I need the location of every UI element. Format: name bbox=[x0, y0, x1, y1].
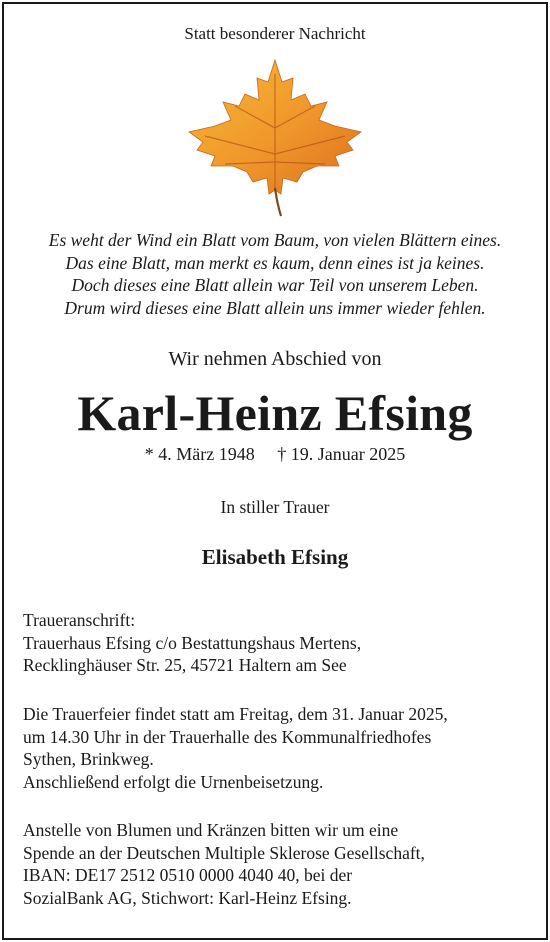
donation-line: Spende an der Deutschen Multiple Sklerose Gesellschaft, bbox=[23, 842, 425, 863]
poem-line: Das eine Blatt, man merkt es kaum, denn eines ist ja keines. bbox=[65, 252, 485, 273]
address-line: Trauerhaus Efsing c/o Bestattungshaus Mertens, bbox=[23, 632, 362, 653]
condolence-address bbox=[23, 609, 533, 677]
ceremony-line: Die Trauerfeier findet statt am Freitag, dem 31. Januar 2025, bbox=[23, 704, 448, 724]
ceremony-info bbox=[23, 703, 533, 793]
donation-line: SozialBank AG, Stichwort: Karl-Heinz Efsing. bbox=[23, 887, 352, 908]
donation-line: IBAN: DE17 2512 0510 0000 4040 40, bei der bbox=[23, 865, 353, 885]
poem bbox=[0, 229, 550, 319]
donation-line: Anstelle von Blumen und Kränzen bitten wir um eine bbox=[23, 820, 399, 840]
ceremony-line: um 14.30 Uhr in der Trauerhalle des Kommunalfriedhofes bbox=[23, 726, 432, 747]
ceremony-line: Sythen, Brinkweg. bbox=[23, 749, 154, 769]
notice-header: Statt besonderer Nachricht bbox=[184, 24, 366, 43]
maple-leaf-icon bbox=[185, 58, 365, 218]
poem-line: Doch dieses eine Blatt allein war Teil von unserem Leben. bbox=[71, 275, 479, 295]
address-line: Traueranschrift: bbox=[23, 610, 136, 630]
donation-info bbox=[23, 819, 533, 909]
ceremony-line: Anschließend erfolgt die Urnenbeisetzung. bbox=[23, 771, 324, 792]
death-date: † 19. Januar 2025 bbox=[277, 444, 406, 464]
deceased-name: Karl-Heinz Efsing bbox=[77, 385, 473, 441]
poem-line: Drum wird dieses eine Blatt allein uns immer wieder fehlen. bbox=[64, 297, 486, 318]
mourner-name: Elisabeth Efsing bbox=[201, 545, 349, 569]
farewell-intro: Wir nehmen Abschied von bbox=[168, 348, 382, 370]
mourning-line: In stiller Trauer bbox=[220, 497, 330, 517]
poem-line: Es weht der Wind ein Blatt vom Baum, von vielen Blättern eines. bbox=[48, 230, 502, 250]
birth-date: * 4. März 1948 bbox=[144, 444, 255, 464]
life-dates bbox=[0, 444, 550, 465]
address-line: Recklinghäuser Str. 25, 45721 Haltern am See bbox=[23, 655, 347, 675]
